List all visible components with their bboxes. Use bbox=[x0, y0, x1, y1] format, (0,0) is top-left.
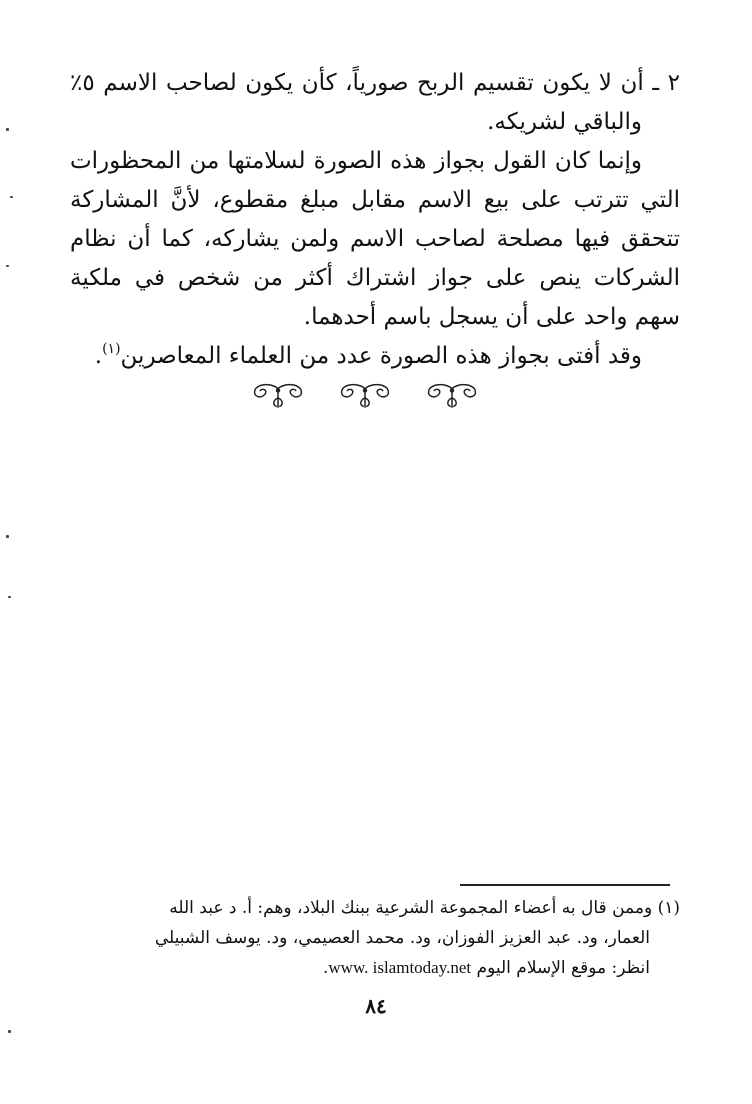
footnote-ref: (١) bbox=[102, 341, 121, 357]
fatwa-end: . bbox=[94, 343, 103, 369]
fatwa-text: وقد أفتى بجواز هذه الصورة عدد من العلماء المعاصرين bbox=[120, 343, 642, 369]
footnote-url: www. islamtoday.net bbox=[328, 958, 472, 977]
scan-speck bbox=[8, 1030, 11, 1033]
paragraph-fatwa bbox=[70, 337, 680, 376]
footnote-line-1-text: وممن قال به أعضاء المجموعة الشرعية ببنك البلاد، وهم: أ. د عبد الله bbox=[169, 898, 653, 918]
scan-speck bbox=[6, 128, 9, 131]
section-divider bbox=[250, 380, 480, 414]
footnote-line-3 bbox=[70, 953, 680, 983]
main-text bbox=[70, 64, 680, 376]
scan-speck bbox=[6, 535, 9, 538]
scan-speck bbox=[6, 265, 9, 267]
scan-speck bbox=[10, 196, 13, 198]
footnote bbox=[70, 893, 680, 983]
footnote-line-2: العمار، ود. عبد العزيز الفوزان، ود. محمد العصيمي، ود. يوسف الشبيلي bbox=[154, 928, 650, 948]
footnote-line-1 bbox=[70, 893, 680, 923]
footnote-end: . bbox=[322, 958, 329, 978]
page-number: ٨٤ bbox=[365, 994, 387, 1018]
footnote-separator bbox=[460, 884, 670, 886]
item-text: أن لا يكون تقسيم الربح صورياً، كأن يكون لصاحب الاسم ٥٪ والباقي لشريكه. bbox=[70, 70, 644, 135]
item-number: ٢ ـ bbox=[652, 70, 680, 96]
footnote-marker: (١) bbox=[657, 898, 680, 918]
paragraph-justification: وإنما كان القول بجواز هذه الصورة لسلامتها من المحظورات التي تترتب على بيع الاسم مقابل مبلغ مقطوع، لأنَّ المشاركة تتحقق فيها مصلحة لصاحب الاسم ولمن يشاركه، كما أن نظام الشركات ينص على جواز اشتراك أكثر من شخص في ملكية سهم واحد على أن يسجل باسم أحدهما. bbox=[70, 148, 680, 330]
list-item-2 bbox=[70, 64, 680, 142]
scan-speck bbox=[8, 596, 11, 598]
fleuron-ornament-icon bbox=[424, 382, 480, 412]
fleuron-ornament-icon bbox=[337, 382, 393, 412]
footnote-source-label: انظر: موقع الإسلام اليوم bbox=[476, 958, 650, 978]
fleuron-ornament-icon bbox=[250, 382, 306, 412]
